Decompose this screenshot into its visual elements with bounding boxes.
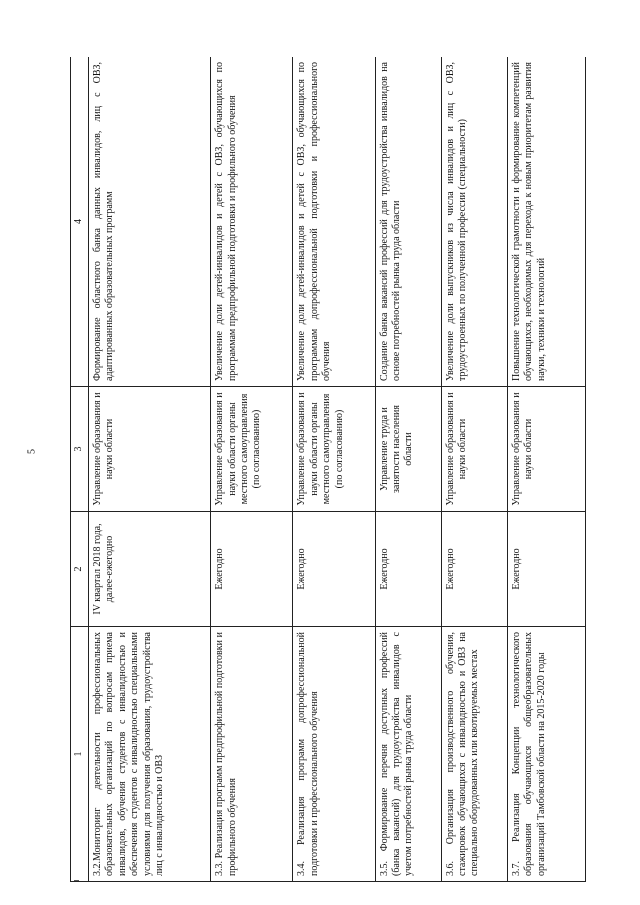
- result-cell: Увеличение доли выпускников из числа инвалидов и лиц с ОВЗ, трудоустроенных по полученной профессии (специальности): [441, 57, 507, 387]
- period-cell: Ежегодно: [293, 512, 375, 627]
- result-cell: Увеличение доли детей-инвалидов и детей с ОВЗ, обучающихся по программам предпрофильной подготовки и профильного обучения: [211, 57, 293, 387]
- rotated-page-content: [70, 57, 586, 882]
- plan-table: [70, 57, 586, 882]
- period-cell: IV квартал 2018 года, далее-ежегодно: [89, 512, 211, 627]
- activity-cell: 3.6. Организация производственного обучения, стажировок обучающихся с инвалидностью и ОВЗ на специально оборудованных или квотируемых местах: [441, 627, 507, 882]
- responsible-cell: Управление образования и науки области: [89, 387, 211, 512]
- column-header: 1: [71, 627, 89, 882]
- result-cell: Повышение технологической грамотности и формирование компетенций обучающихся, необходимых для перехода к новым приоритетам развития науки, техники и технологий: [507, 57, 585, 387]
- period-cell: Ежегодно: [507, 512, 585, 627]
- responsible-cell: Управление образования и науки области органы местного самоуправления (по согласованию): [211, 387, 293, 512]
- responsible-cell: Управление образования и науки области: [441, 387, 507, 512]
- page-number: 5: [26, 449, 38, 454]
- table-row: [89, 57, 211, 882]
- activity-cell: 3.2.Мониторинг деятельности профессиональных образовательных организаций по вопросам приема инвалидов, обучения студентов с инвалидностью и обеспечения студентов с инвалидностью специальными условиями для получения образования, трудоустройства лиц с инвалидностью и ОВЗ: [89, 627, 211, 882]
- activity-cell: 3.3. Реализация программ предпрофильной подготовки и профильного обучения: [211, 627, 293, 882]
- table-row: [507, 57, 585, 882]
- period-cell: Ежегодно: [375, 512, 441, 627]
- period-cell: Ежегодно: [441, 512, 507, 627]
- table-row: [211, 57, 293, 882]
- activity-cell: 3.4. Реализация программ допрофессиональной подготовки и профессионального обучения: [293, 627, 375, 882]
- column-header: 2: [71, 512, 89, 627]
- table-row: [293, 57, 375, 882]
- period-cell: Ежегодно: [211, 512, 293, 627]
- responsible-cell: Управление труда и занятости населения области: [375, 387, 441, 512]
- result-cell: Создание банка вакансий профессий для трудоустройства инвалидов на основе потребностей рынка труда области: [375, 57, 441, 387]
- activity-cell: 3.7. Реализация Концепции технологического образования обучающихся общеобразовательных организаций Тамбовской области на 2015-2020 годы: [507, 627, 585, 882]
- result-cell: Формирование областного банка данных инвалидов, лиц с ОВЗ, адаптированных образовательных программ: [89, 57, 211, 387]
- responsible-cell: Управление образования и науки области: [507, 387, 585, 512]
- result-cell: Увеличение доли детей-инвалидов и детей с ОВЗ, обучающихся по программам допрофессиональной подготовки и профессионального обучения: [293, 57, 375, 387]
- table-row: [441, 57, 507, 882]
- activity-cell: 3.5. Формирование перечня доступных профессий (банка вакансий) для трудоустройства инвалидов с учетом потребностей рынка труда области: [375, 627, 441, 882]
- table-row: [375, 57, 441, 882]
- column-header: 4: [71, 57, 89, 387]
- responsible-cell: Управление образования и науки области органы местного самоуправления (по согласованию): [293, 387, 375, 512]
- table-header-row: [71, 57, 89, 882]
- column-header: 3: [71, 387, 89, 512]
